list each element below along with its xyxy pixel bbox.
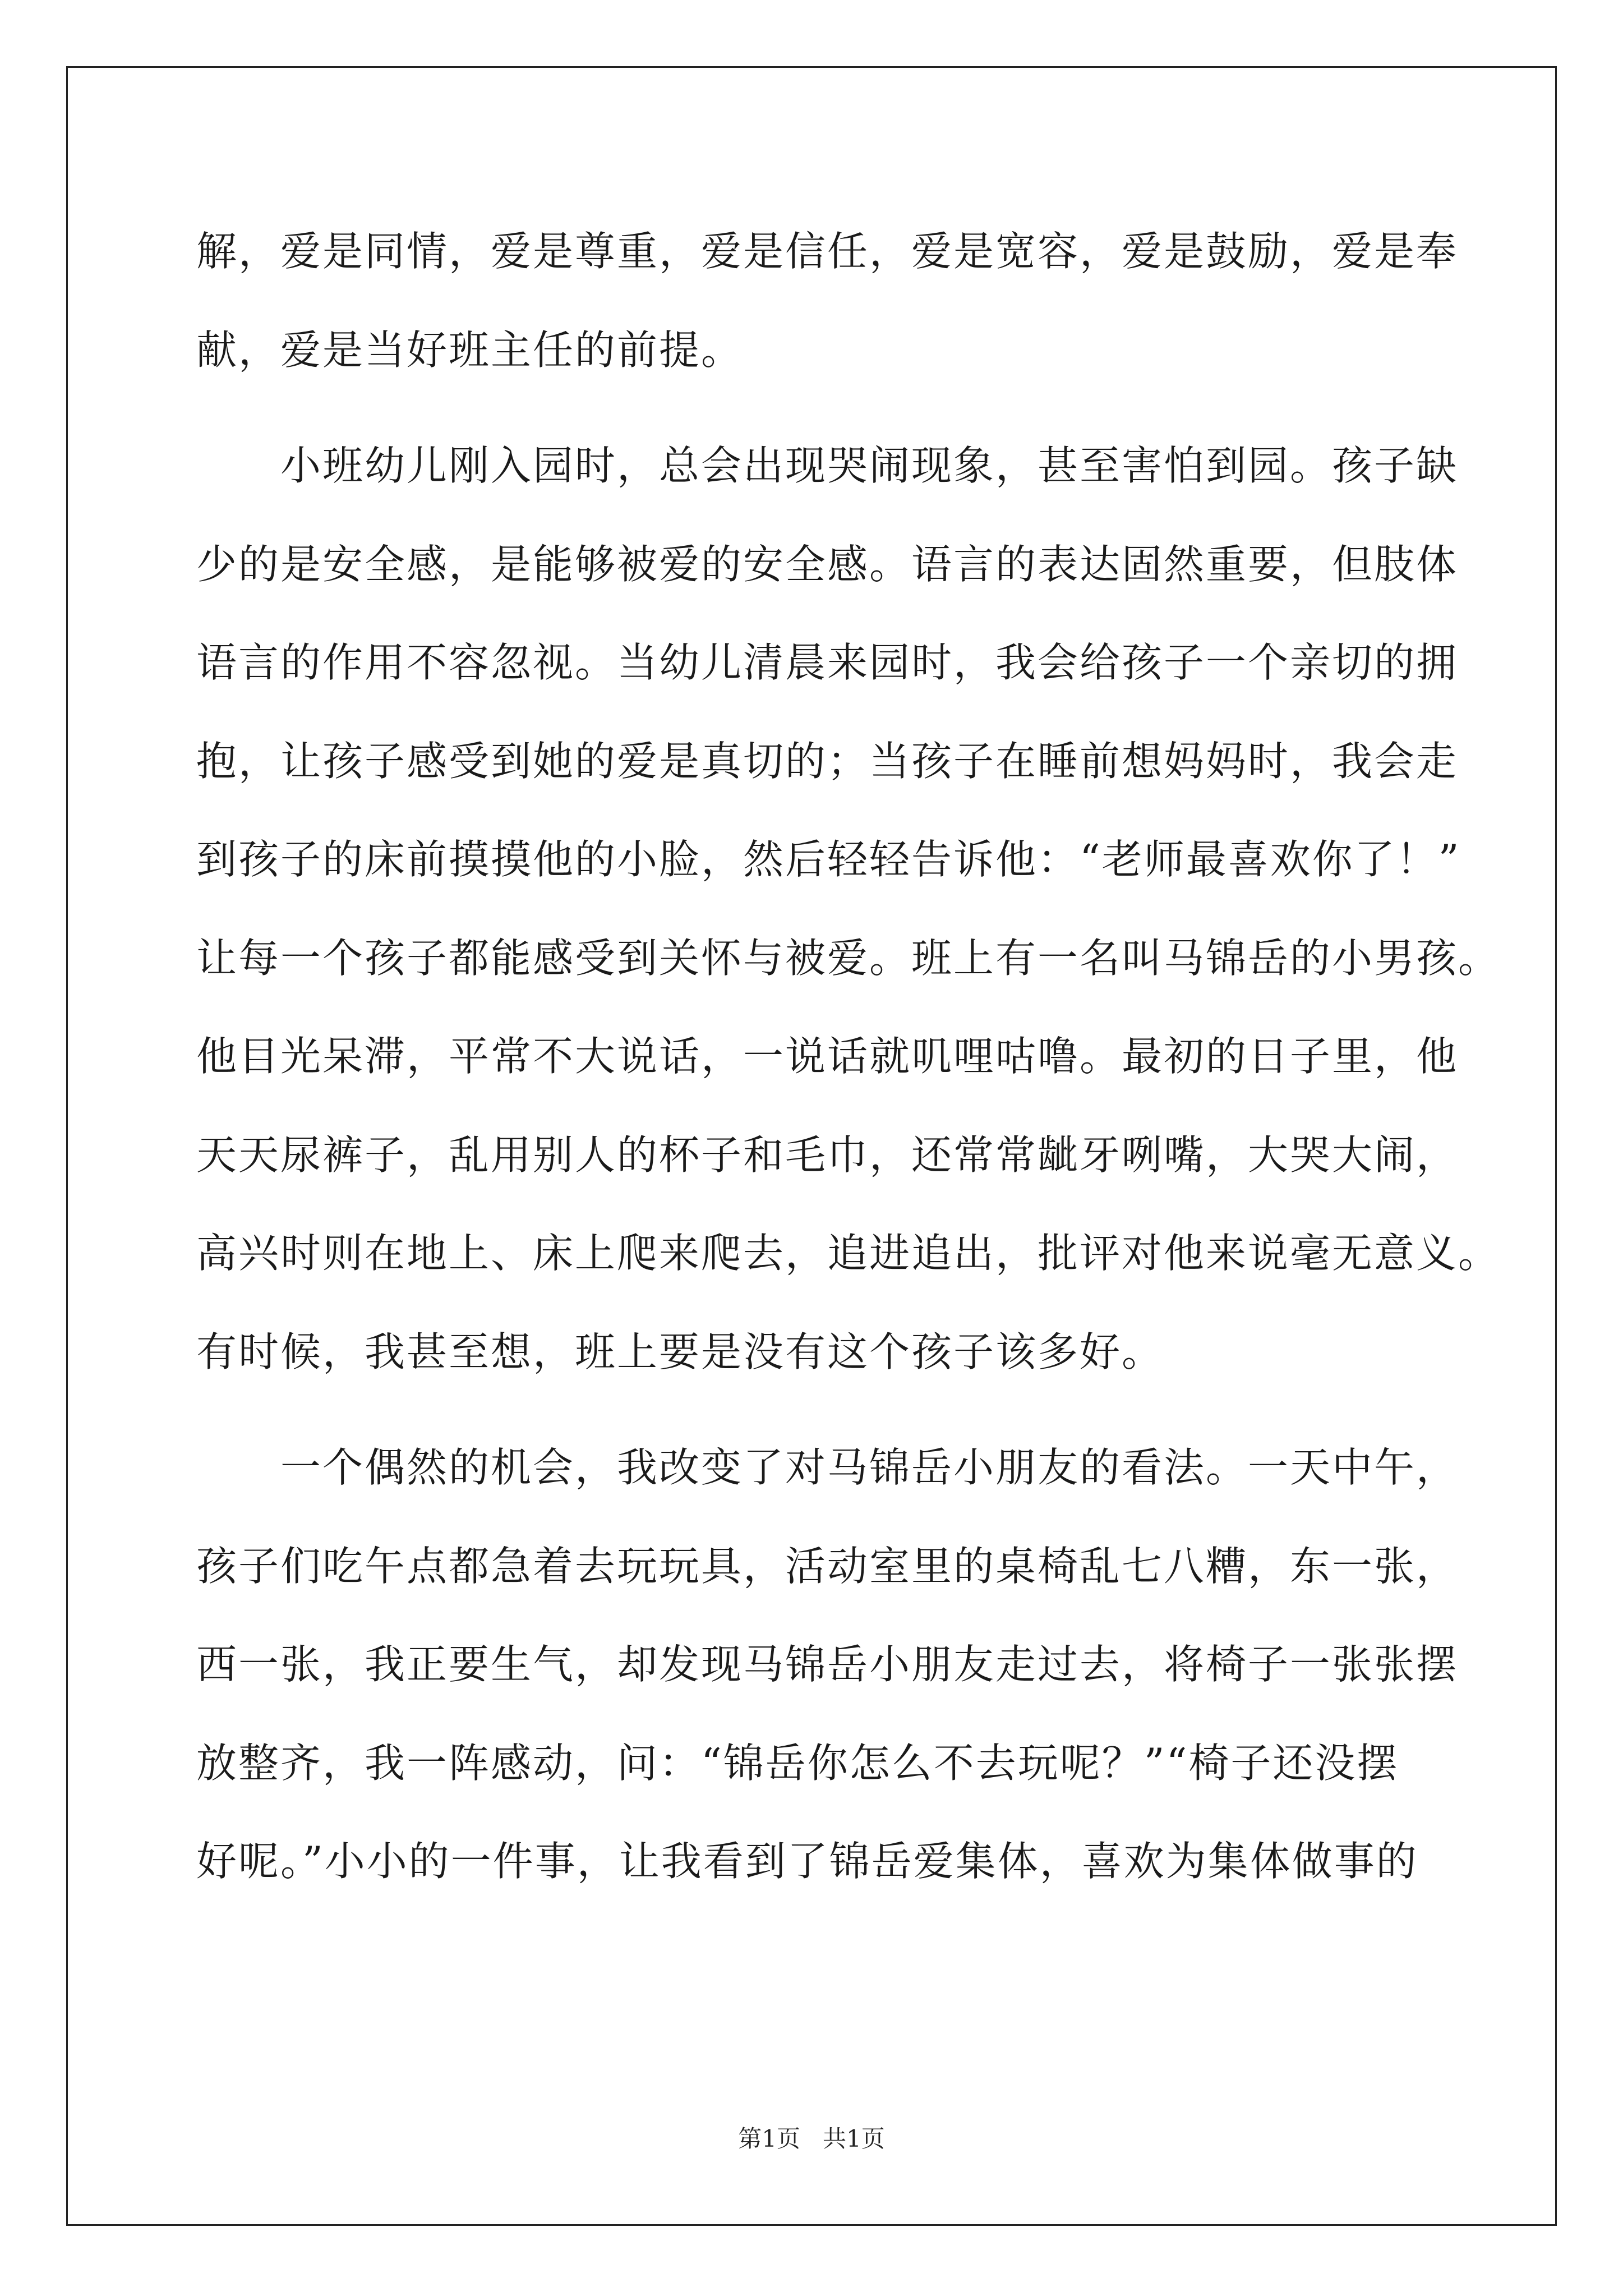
text-line: 小班幼儿刚入园时，总会出现哭闹现象，甚至害怕到园。孩子缺 (196, 442, 1459, 489)
text-line: 他目光呆滞，平常不大说话，一说话就叽哩咕噜。最初的日子里，他 (196, 1033, 1459, 1080)
text-line: 语言的作用不容忽视。当幼儿清晨来园时，我会给孩子一个亲切的拥 (196, 639, 1459, 686)
text-line: 抱，让孩子感受到她的爱是真切的；当孩子在睡前想妈妈时，我会走 (196, 738, 1459, 785)
text-line: 孩子们吃午点都急着去玩玩具，活动室里的桌椅乱七八糟，东一张， (196, 1543, 1459, 1590)
text-line: 西一张，我正要生气，却发现马锦岳小朋友走过去，将椅子一张张摆 (196, 1641, 1459, 1688)
text-line: 放整齐，我一阵感动，问：“锦岳你怎么不去玩呢？”“椅子还没摆 (196, 1740, 1399, 1787)
text-line: 献，爱是当好班主任的前提。 (196, 326, 744, 374)
text-line: 有时候，我甚至想，班上要是没有这个孩子该多好。 (196, 1328, 1164, 1375)
page-footer (0, 2120, 1623, 2154)
page-number: 第1页 (738, 2125, 800, 2152)
text-line: 让每一个孩子都能感受到关怀与被爱。班上有一名叫马锦岳的小男孩。 (196, 935, 1501, 982)
text-line: 到孩子的床前摸摸他的小脸，然后轻轻告诉他：“老师最喜欢你了！” (196, 836, 1461, 883)
page-total: 共1页 (823, 2125, 885, 2152)
text-line: 一个偶然的机会，我改变了对马锦岳小朋友的看法。一天中午， (196, 1444, 1459, 1491)
text-line: 高兴时则在地上、床上爬来爬去，追进追出，批评对他来说毫无意义。 (196, 1230, 1501, 1277)
text-line: 好呢。”小小的一件事，让我看到了锦岳爱集体，喜欢为集体做事的 (196, 1838, 1418, 1885)
text-line: 少的是安全感，是能够被爱的安全感。语言的表达固然重要，但肢体 (196, 541, 1459, 588)
text-line: 解，爱是同情，爱是尊重，爱是信任，爱是宽容，爱是鼓励，爱是奉 (196, 228, 1459, 275)
text-line: 天天尿裤子，乱用别人的杯子和毛巾，还常常龇牙咧嘴，大哭大闹， (196, 1131, 1459, 1179)
